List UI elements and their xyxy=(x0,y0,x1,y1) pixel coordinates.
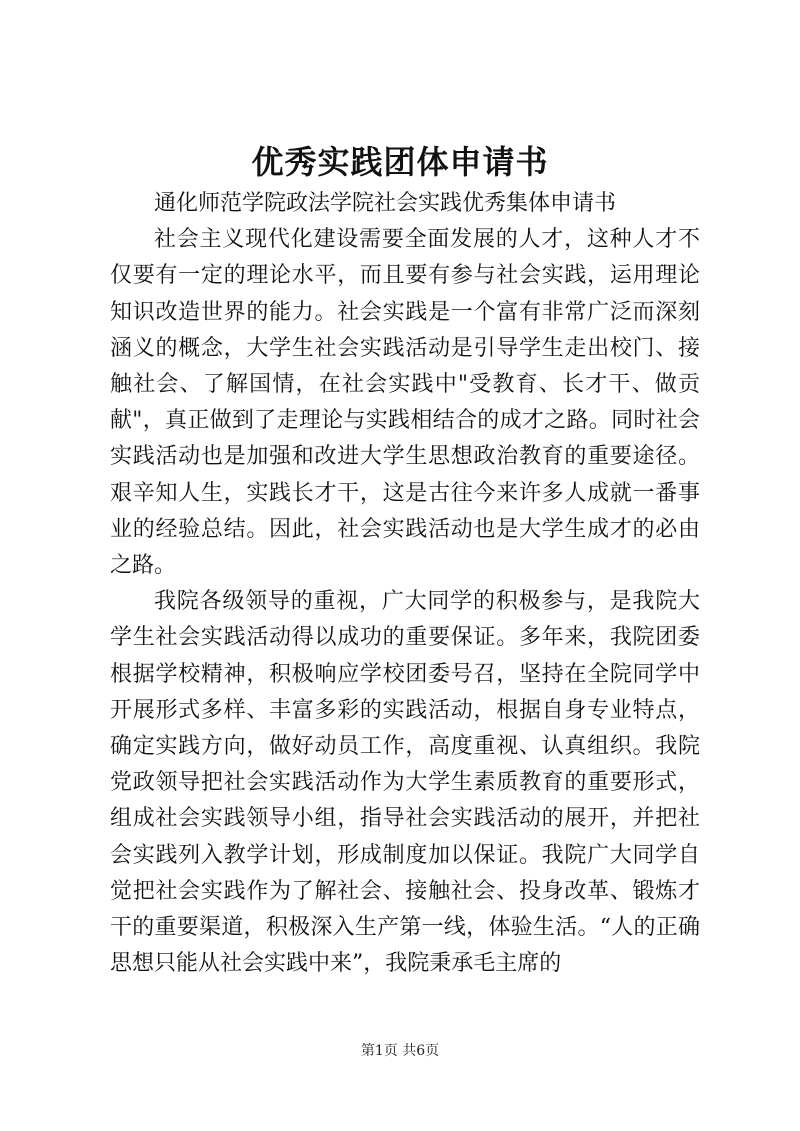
paragraph-subtitle: 通化师范学院政法学院社会实践优秀集体申请书 xyxy=(154,191,617,216)
paragraph-1: 社会主义现代化建设需要全面发展的人才，这种人才不仅要有一定的理论水平，而且要有参与社会实践，运用理论知识改造世界的能力。社会实践是一个富有非常广泛而深刻涵义的概念，大学生社会实践活动是引导学生走出校门、接触社会、了解国情，在社会实践中"受教育、长才干、做贡献"，真正做到了走理论与实践相结合的成才之路。同时社会实践活动也是加强和改进大学生思想政治教育的重要途径。艰辛知人生，实践长才干，这是古往今来许多人成就一番事业的经验总结。因此，社会实践活动也是大学生成才的必由之路。 xyxy=(110,227,700,579)
document-body xyxy=(110,186,700,982)
document-title: 优秀实践团体申请书 xyxy=(251,143,549,181)
page-footer: 第1页 共6页 xyxy=(360,1043,440,1059)
paragraph-2: 我院各级领导的重视，广大同学的积极参与，是我院大学生社会实践活动得以成功的重要保证。多年来，我院团委根据学校精神，积极响应学校团委号召，坚持在全院同学中开展形式多样、丰富多彩的实践活动，根据自身专业特点，确定实践方向，做好动员工作，高度重视、认真组织。我院党政领导把社会实践活动作为大学生素质教育的重要形式，组成社会实践领导小组，指导社会实践活动的展开，并把社会实践列入教学计划，形成制度加以保证。我院广大同学自觉把社会实践作为了解社会、接触社会、投身改革、锻炼才干的重要渠道，积极深入生产第一线，体验生活。“人的正确思想只能从社会实践中来”，我院秉承毛主席的 xyxy=(110,589,700,977)
